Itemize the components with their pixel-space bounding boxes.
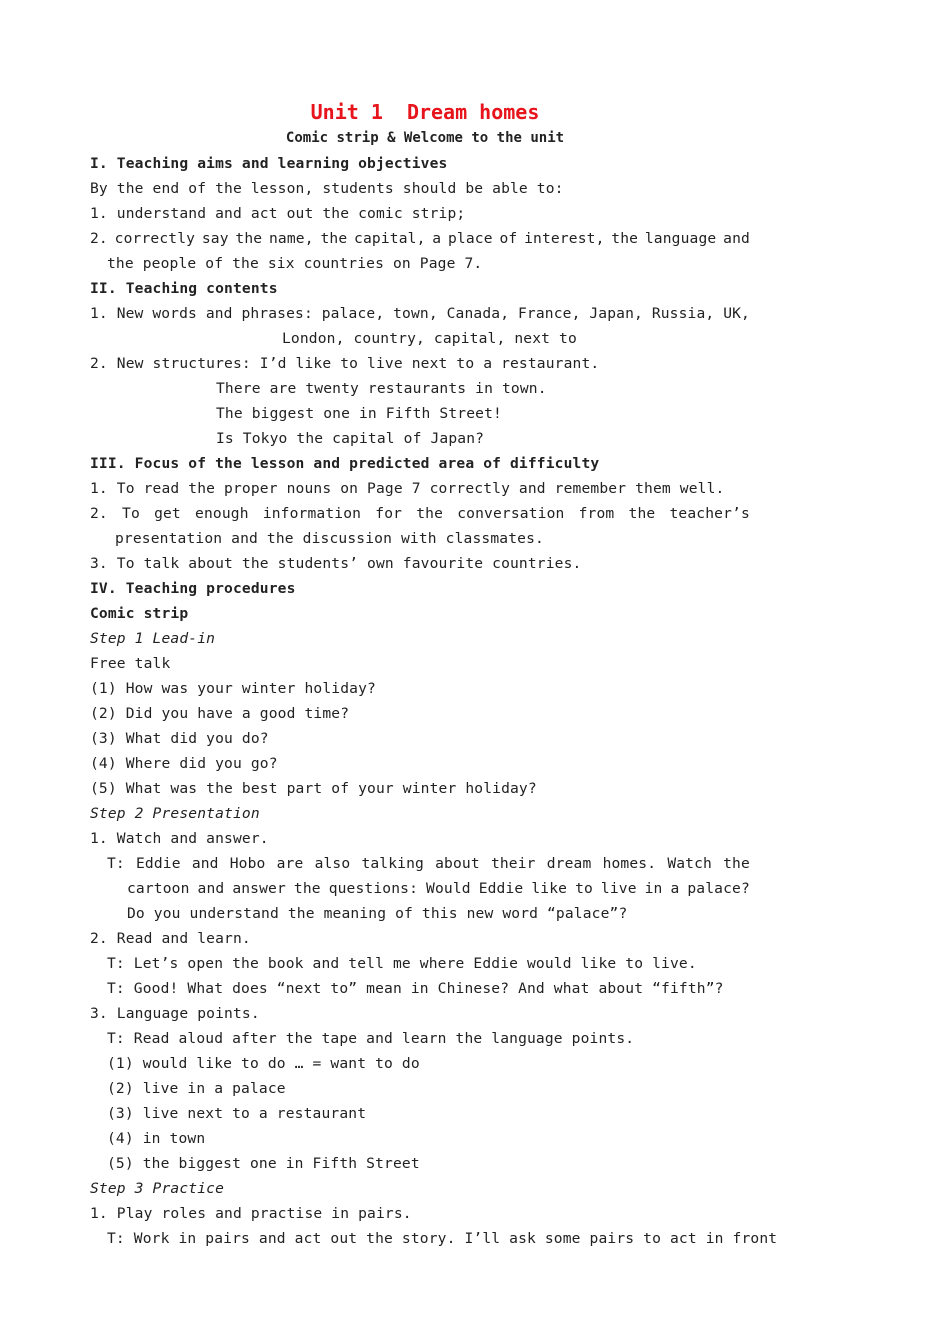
list-item: 1. Play roles and practise in pairs. bbox=[90, 1205, 412, 1222]
word: and bbox=[191, 855, 219, 872]
word: Watch bbox=[667, 855, 712, 872]
word: the bbox=[416, 505, 444, 522]
word: talking bbox=[361, 855, 424, 872]
word: and bbox=[197, 880, 225, 897]
word: France, bbox=[518, 305, 581, 322]
list-item bbox=[90, 301, 750, 326]
list-item: 1. To read the proper nouns on Page 7 correctly and remember them well. bbox=[90, 480, 725, 497]
question-item: (3) What did you do? bbox=[90, 730, 269, 747]
language-point: (2) live in a palace bbox=[107, 1080, 286, 1097]
word: palace? bbox=[687, 880, 750, 897]
teacher-line-continuation bbox=[90, 876, 750, 901]
list-item: 3. Language points. bbox=[90, 1005, 260, 1022]
word: say bbox=[201, 230, 229, 247]
word: Japan, bbox=[589, 305, 643, 322]
word: about bbox=[435, 855, 480, 872]
word: a bbox=[432, 230, 442, 247]
teacher-line: T: Read aloud after the tape and learn the language points. bbox=[107, 1030, 635, 1047]
word: conversation bbox=[457, 505, 565, 522]
question-item: (2) Did you have a good time? bbox=[90, 705, 350, 722]
question-item: (1) How was your winter holiday? bbox=[90, 680, 376, 697]
word: in bbox=[644, 880, 663, 897]
language-point: (3) live next to a restaurant bbox=[107, 1105, 367, 1122]
word: interest, bbox=[524, 230, 605, 247]
word: for bbox=[375, 505, 403, 522]
word: like bbox=[531, 880, 568, 897]
word: palace, bbox=[321, 305, 385, 322]
word: also bbox=[314, 855, 351, 872]
word: and bbox=[205, 305, 233, 322]
list-item: 2. New structures: I’d like to live next to a restaurant. bbox=[90, 355, 600, 372]
word: enough bbox=[195, 505, 249, 522]
word: the bbox=[293, 880, 321, 897]
list-item bbox=[90, 501, 750, 526]
section-heading: II. Teaching contents bbox=[90, 280, 278, 297]
word: Eddie bbox=[136, 855, 181, 872]
word: New bbox=[116, 305, 144, 322]
word: words bbox=[152, 305, 197, 322]
word: Canada, bbox=[446, 305, 510, 322]
word: their bbox=[490, 855, 536, 872]
teacher-line-continuation: Do you understand the meaning of this new word “palace”? bbox=[127, 905, 628, 922]
word: are bbox=[276, 855, 304, 872]
word: live bbox=[600, 880, 637, 897]
section-heading: III. Focus of the lesson and predicted area of difficulty bbox=[90, 455, 600, 472]
word: 2. bbox=[90, 230, 108, 247]
language-point: (1) would like to do … = want to do bbox=[107, 1055, 420, 1072]
word: place bbox=[448, 230, 493, 247]
step-heading: Step 1 Lead-in bbox=[90, 630, 216, 647]
word: questions: bbox=[328, 880, 419, 897]
word: cartoon bbox=[127, 880, 190, 897]
teacher-line: T: Good! What does “next to” mean in Chinese? And what about “fifth”? bbox=[107, 980, 724, 997]
list-item-continuation: presentation and the discussion with classmates. bbox=[115, 530, 544, 547]
step-heading: Step 2 Presentation bbox=[90, 805, 260, 822]
document-page bbox=[90, 98, 778, 1251]
word: the bbox=[628, 505, 656, 522]
word: name, bbox=[269, 230, 314, 247]
word: the bbox=[723, 855, 750, 872]
page-subtitle: Comic strip & Welcome to the unit bbox=[285, 130, 565, 146]
word: to bbox=[575, 880, 593, 897]
list-item: 3. To talk about the students’ own favourite countries. bbox=[90, 555, 582, 572]
word: 2. bbox=[90, 505, 108, 522]
word: information bbox=[262, 505, 362, 522]
word: Hobo bbox=[229, 855, 266, 872]
list-item: 1. Watch and answer. bbox=[90, 830, 269, 847]
question-item: (5) What was the best part of your winter holiday? bbox=[90, 780, 537, 797]
teacher-line: T: Work in pairs and act out the story. I’ll ask some pairs to act in front bbox=[107, 1230, 778, 1247]
list-item: 1. understand and act out the comic strip; bbox=[90, 205, 466, 222]
word: from bbox=[578, 505, 615, 522]
word: and bbox=[723, 230, 750, 247]
example-sentence: Is Tokyo the capital of Japan? bbox=[216, 430, 485, 447]
step-heading: Step 3 Practice bbox=[90, 1180, 225, 1197]
page-title: Unit 1 Dream homes bbox=[310, 100, 540, 124]
paragraph: Free talk bbox=[90, 655, 171, 672]
word: a bbox=[670, 880, 680, 897]
word: the bbox=[235, 230, 263, 247]
teacher-line: T: Let’s open the book and tell me where Eddie would like to live. bbox=[107, 955, 697, 972]
word: dream bbox=[546, 855, 592, 872]
list-item: 2. Read and learn. bbox=[90, 930, 251, 947]
word: phrases: bbox=[241, 305, 313, 322]
word: of bbox=[499, 230, 518, 247]
word: Russia, bbox=[651, 305, 715, 322]
language-point: (5) the biggest one in Fifth Street bbox=[107, 1155, 420, 1172]
word: homes. bbox=[602, 855, 657, 872]
subsection-heading: Comic strip bbox=[90, 605, 189, 622]
word: 1. bbox=[90, 305, 108, 322]
list-item-continuation: the people of the six countries on Page 7. bbox=[107, 255, 483, 272]
word: T: bbox=[107, 855, 125, 872]
word: the bbox=[611, 230, 639, 247]
word: Would bbox=[426, 880, 471, 897]
language-point: (4) in town bbox=[107, 1130, 206, 1147]
word: teacher’s bbox=[669, 505, 750, 522]
list-item bbox=[90, 226, 750, 251]
question-item: (4) Where did you go? bbox=[90, 755, 278, 772]
word: get bbox=[154, 505, 181, 522]
word: answer bbox=[232, 880, 286, 897]
word: Eddie bbox=[478, 880, 524, 897]
word: the bbox=[320, 230, 348, 247]
word: To bbox=[122, 505, 140, 522]
section-heading: I. Teaching aims and learning objectives bbox=[90, 155, 448, 172]
word: language bbox=[644, 230, 717, 247]
word: UK, bbox=[723, 305, 750, 322]
word: correctly bbox=[114, 230, 196, 247]
teacher-line bbox=[90, 851, 750, 876]
word: capital, bbox=[354, 230, 426, 247]
section-heading: IV. Teaching procedures bbox=[90, 580, 296, 597]
word: town, bbox=[393, 305, 438, 322]
example-sentence: The biggest one in Fifth Street! bbox=[216, 405, 502, 422]
example-sentence: There are twenty restaurants in town. bbox=[216, 380, 547, 397]
list-item-continuation: London, country, capital, next to bbox=[282, 330, 577, 347]
paragraph: By the end of the lesson, students should be able to: bbox=[90, 180, 564, 197]
